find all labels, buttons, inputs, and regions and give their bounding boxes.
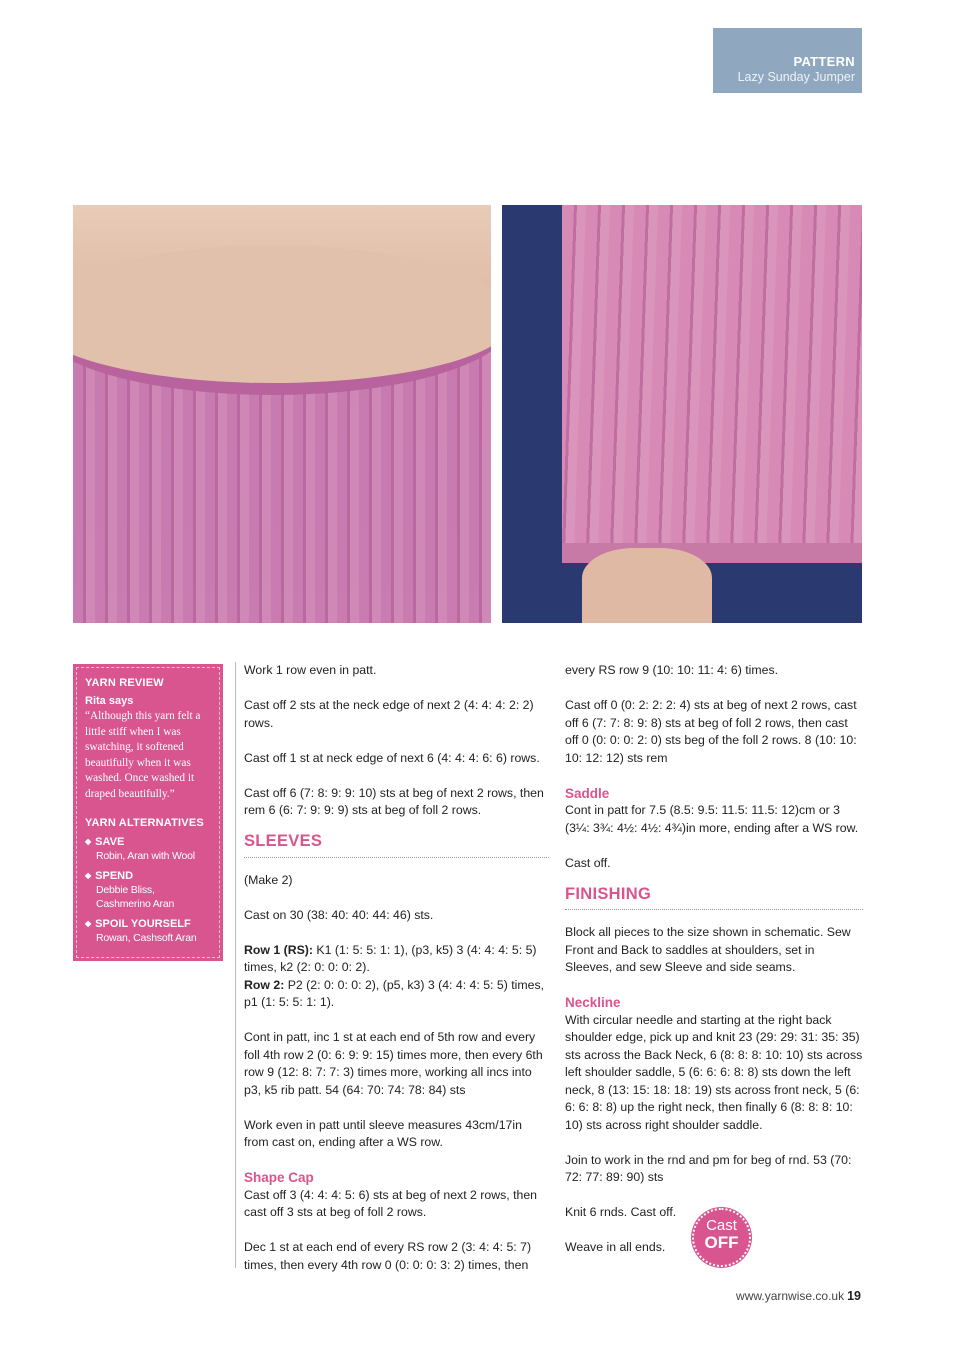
row-1-instruction: [244, 942, 549, 977]
paragraph: Work 1 row even in patt.: [244, 663, 377, 677]
paragraph: Cont in patt, inc 1 st at each end of 5th row and every foll 4th row 2 (0: 6: 9: 9: 15) times more, then every 6th row 9 (12: 8: 7: 7: 3) times more, working all incs into p3, k5 rib patt. 54 (64: 70: 74: 78: 84) sts: [244, 1030, 543, 1097]
pattern-tag: [713, 28, 862, 93]
alt-value: Robin, Aran with Wool: [96, 850, 195, 862]
row-2-instruction: [244, 977, 549, 1012]
sleeve-texture: [562, 205, 862, 553]
review-title: YARN REVIEW: [85, 677, 164, 689]
sleeves-heading: SLEEVES: [244, 833, 549, 858]
reviewer: Rita says: [85, 695, 134, 707]
row-text: P2 (2: 0: 0: 0: 2), (p5, k3) 3 (4: 4: 4: 5: 5) times, p1 (1: 5: 5: 1: 1).: [244, 977, 545, 1009]
badge-line-2: OFF: [704, 1233, 739, 1252]
alternative-item: [85, 835, 211, 863]
paragraph: Work even in patt until sleeve measures 43cm/17in from cast on, ending after a WS row.: [244, 1117, 522, 1149]
sleeve-photo: [502, 205, 862, 623]
paragraph: Cast off.: [565, 855, 611, 870]
hand: [582, 548, 712, 623]
neckline-photo: [73, 205, 491, 623]
alt-label: ◆ SPEND: [85, 869, 211, 883]
neck-edge: [73, 245, 491, 395]
paragraph: every RS row 9 (10: 10: 11: 4: 6) times.: [565, 663, 779, 677]
alternatives-title: YARN ALTERNATIVES: [85, 817, 204, 829]
footer: [736, 1289, 861, 1303]
saddle-heading: Saddle: [565, 785, 610, 801]
paragraph: Cast off 6 (7: 8: 9: 9: 10) sts at beg of next 2 rows, then rem 6 (6: 7: 9: 9: 9) sts at beg of foll 2 rows.: [244, 785, 544, 817]
row-label: Row 1 (RS):: [244, 942, 313, 957]
alt-label: ◆ SPOIL YOURSELF: [85, 917, 211, 931]
paragraph: Cast off 3 (4: 4: 4: 5: 6) sts at beg of next 2 rows, then cast off 3 sts at beg of foll 2 rows.: [244, 1187, 538, 1219]
page-number: 19: [847, 1289, 861, 1303]
badge-line-1: Cast: [706, 1217, 737, 1234]
shape-cap-heading: Shape Cap: [244, 1170, 314, 1185]
paragraph: Weave in all ends.: [565, 1240, 666, 1254]
column-2: [565, 662, 863, 1274]
paragraph: (Make 2): [244, 872, 293, 887]
neckline-heading: Neckline: [565, 995, 621, 1010]
paragraph: Cont in patt for 7.5 (8.5: 9.5: 11.5: 11.5: 12)cm or 3 (3¼: 3¾: 4½: 4½: 4¾)in more, ending after a WS row.: [565, 803, 859, 835]
website-url: www.yarnwise.co.uk: [736, 1289, 845, 1303]
alt-value: Rowan, Cashsoft Aran: [96, 932, 197, 944]
paragraph: Cast on 30 (38: 40: 40: 44: 46) sts.: [244, 907, 434, 922]
paragraph: Cast off 1 st at neck edge of next 6 (4: 4: 4: 6: 6) rows.: [244, 750, 540, 765]
section-label: PATTERN: [793, 54, 855, 69]
paragraph: Block all pieces to the size shown in schematic. Sew Front and Back to saddles at shoulders, set in Sleeves, and sew Sleeve and side seams.: [565, 925, 851, 974]
yarn-review-box: [73, 664, 223, 961]
paragraph: Dec 1 st at each end of every RS row 2 (3: 4: 4: 5: 7) times, then every 4th row 0 (0: 0: 0: 3: 2) times, then: [244, 1240, 532, 1272]
paragraph: Join to work in the rnd and pm for beg of rnd. 53 (70: 72: 77: 89: 90) sts: [565, 1152, 852, 1184]
review-quote: “Although this yarn felt a little stiff when I was swatching, it softened beautifully when it was washed. Once washed it draped beautifully.”: [85, 710, 201, 800]
paragraph: Knit 6 rnds. Cast off.: [565, 1205, 677, 1219]
alt-label: ◆ SAVE: [85, 835, 211, 849]
pattern-title: Lazy Sunday Jumper: [737, 70, 855, 84]
paragraph: With circular needle and starting at the right back shoulder edge, pick up and knit 23 (29: 29: 31: 35: 35) sts across the Back Neck, 6 (8: 8: 8: 10: 10) sts across left shoulder saddle, 5 (6: 6: 6: 8: 8) sts down the left neck, 8 (13: 15: 18: 18: 19) sts across front neck, 5 (6: 6: 6: 8: 8) up the right neck, then finally 6 (8: 8: 8: 10: 10) sts across right shoulder saddle.: [565, 1012, 863, 1132]
row-label: Row 2:: [244, 977, 285, 992]
column-divider: [235, 662, 236, 1268]
alternative-item: [85, 869, 211, 911]
finishing-heading: FINISHING: [565, 886, 863, 911]
row-text: K1 (1: 5: 5: 1: 1), (p3, k5) 3 (4: 4: 4: 5: 5) times, k2 (2: 0: 0: 0: 2).: [244, 942, 537, 974]
alt-value: Debbie Bliss, Cashmerino Aran: [96, 884, 175, 910]
paragraph: Cast off 0 (0: 2: 2: 2: 4) sts at beg of next 2 rows, cast off 6 (7: 7: 8: 9: 8) sts at beg of foll 2 rows, then cast off 0 (0: 0: 0: 2: 0) sts beg of the foll 2 rows. 8 (10: 10: 10: 12: 12) sts rem: [565, 698, 857, 765]
paragraph: Cast off 2 sts at the neck edge of next 2 (4: 4: 4: 2: 2) rows.: [244, 698, 534, 730]
alternative-item: [85, 917, 211, 945]
column-1: [244, 662, 549, 1292]
cast-off-badge: [692, 1208, 751, 1267]
